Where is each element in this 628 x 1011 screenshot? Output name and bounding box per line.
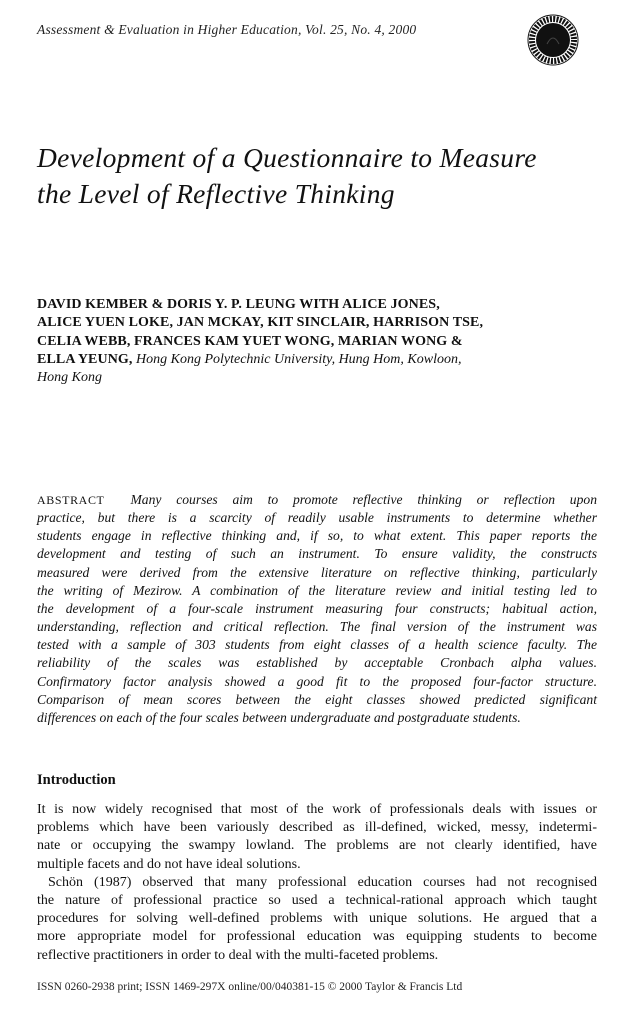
abstract-text: measured were derived from the extensive literature on reflective thinking, particularly xyxy=(37,564,597,580)
author-names: ALICE YUEN LOKE, JAN MCKAY, KIT SINCLAIR, HARRISON TSE, xyxy=(37,315,484,331)
publisher-seal-icon xyxy=(527,14,579,66)
body-text: more appropriate model for professional education was equipping students to become xyxy=(37,929,597,945)
introduction-body xyxy=(37,801,597,965)
abstract-text: students engage in reflective thinking and, if so, to what extent. This paper reports the xyxy=(37,528,597,544)
abstract-text: differences on each of the four scales between undergraduate and postgraduate students. xyxy=(37,709,521,725)
abstract-text: the writing of Mezirow. A combination of the literature review and initial testing led to xyxy=(37,582,597,598)
author-names: ELLA YEUNG, xyxy=(37,351,133,367)
abstract-text: Many courses aim to promote reflective thinking or reflection upon xyxy=(130,492,597,507)
abstract-text: tested with a sample of 303 students from eight classes of a health science faculty. The xyxy=(37,637,597,653)
author-block xyxy=(37,296,607,387)
abstract-text: development and testing of such an instrument. To ensure validity, the constructs xyxy=(37,546,597,562)
body-text: procedures for solving well-defined problems with unique solutions. He argued that a xyxy=(37,911,597,927)
abstract-text: practice, but there is a scarcity of readily usable instruments to determine whether xyxy=(37,510,597,526)
body-text: multiple facets and do not have ideal solutions. xyxy=(37,856,301,872)
abstract-label: ABSTRACT xyxy=(37,493,105,507)
issn-footer: ISSN 0260-2938 print; ISSN 1469-297X online/00/040381-15 © 2000 Taylor & Francis Ltd xyxy=(37,981,463,993)
abstract-text: understanding, reflection and critical reflection. The final version of the instrument was xyxy=(37,619,597,635)
author-names: DAVID KEMBER & DORIS Y. P. LEUNG WITH ALICE JONES, xyxy=(37,297,440,312)
body-text: It is now widely recognised that most of the work of professionals deals with issues or xyxy=(37,802,597,817)
affiliation: Hong Kong Polytechnic University, Hung Hom, Kowloon, xyxy=(132,351,462,367)
body-text: the nature of professional practice so used a technical-rational approach which taught xyxy=(37,893,597,909)
abstract-text: Confirmatory factor analysis showed a good fit to the proposed four-factor structure. xyxy=(37,673,597,689)
title-line: the Level of Reflective Thinking xyxy=(37,178,395,209)
abstract-text: Comparison of mean scores between the eight classes showed predicted significant xyxy=(37,691,597,707)
title-line: Development of a Questionnaire to Measure xyxy=(37,142,537,173)
abstract xyxy=(37,491,597,727)
abstract-text: reliability of the scales was established by acceptable Cronbach alpha values. xyxy=(37,655,597,671)
body-text: problems which have been variously described as ill-defined, wicked, messy, indetermi- xyxy=(37,820,597,836)
affiliation: Hong Kong xyxy=(37,370,102,386)
section-heading: Introduction xyxy=(37,772,116,788)
body-text: nate or occupying the swampy lowland. The problems are not clearly identified, have xyxy=(37,838,597,854)
paper-title xyxy=(37,140,607,212)
body-text: Schön (1987) observed that many professional education courses had not recognised xyxy=(48,874,597,890)
journal-citation: Assessment & Evaluation in Higher Education, Vol. 25, No. 4, 2000 xyxy=(37,22,417,37)
abstract-text: the development of a four-scale instrument measuring four constructs; habitual action, xyxy=(37,600,597,616)
body-text: reflective practitioners in order to deal with the multi-faceted problems. xyxy=(37,947,439,963)
author-names: CELIA WEBB, FRANCES KAM YUET WONG, MARIAN WONG & xyxy=(37,333,463,349)
